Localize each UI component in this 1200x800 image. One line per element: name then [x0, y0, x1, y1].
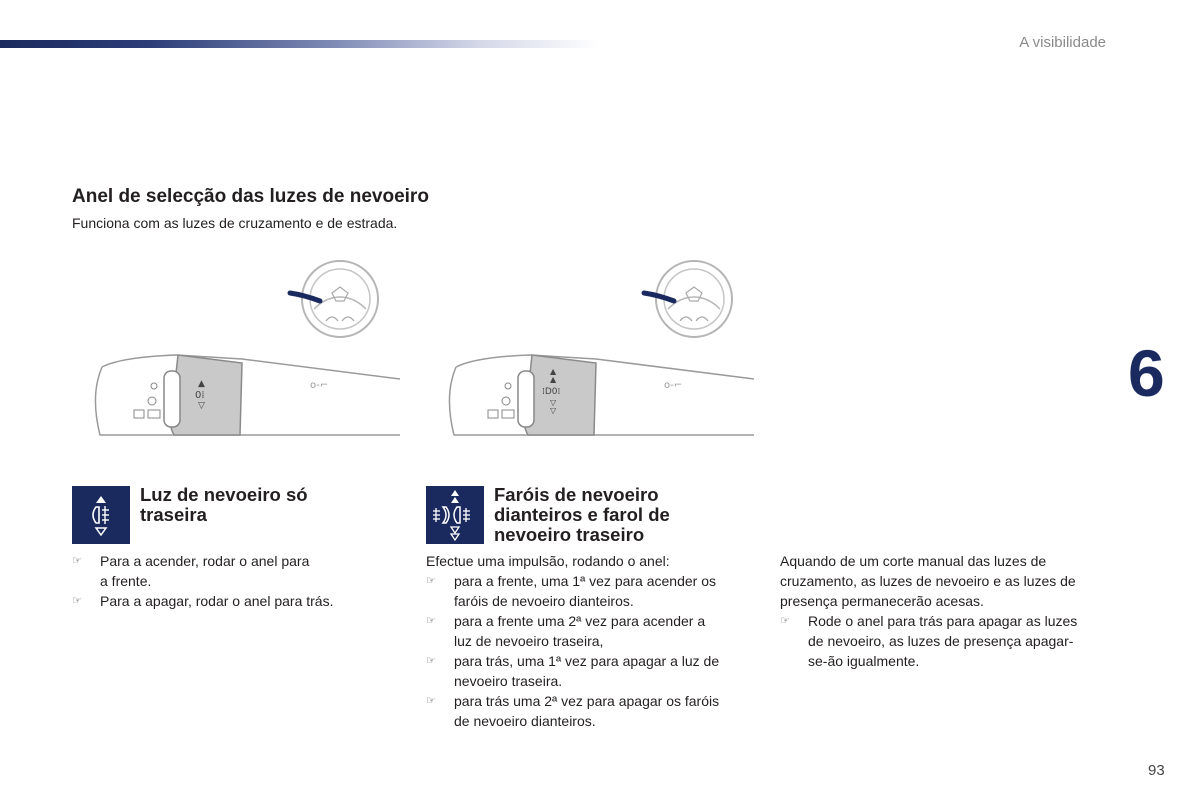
- rear-fog-light-icon: [72, 486, 130, 544]
- list-item: ☞ Rode o anel para trás para apagar as luzes de nevoeiro, as luzes de presença apagar- se-ão igualmente.: [780, 613, 1078, 669]
- lighting-stalk-icon: [95, 355, 400, 435]
- front-rear-fog-instructions: [426, 551, 756, 731]
- list-item: ☞ para trás uma 2ª vez para apagar os faróis de nevoeiro dianteiros.: [426, 693, 720, 729]
- svg-text:⁞D0⁞: ⁞D0⁞: [542, 387, 561, 397]
- header-section-title: A visibilidade: [1019, 34, 1106, 51]
- list-item: ☞ Para a apagar, rodar o anel para trás.: [72, 593, 334, 609]
- svg-text:o-⌐: o-⌐: [310, 380, 329, 391]
- rear-fog-instructions: [72, 551, 392, 611]
- svg-text:o-⌐: o-⌐: [664, 380, 683, 391]
- stalk-front-rear-fog-illustration: [436, 255, 756, 445]
- svg-text:▲: ▲: [550, 375, 557, 384]
- svg-text:0⁞: 0⁞: [195, 390, 205, 401]
- svg-text:▲: ▲: [198, 379, 205, 389]
- section-intro: Funciona com as luzes de cruzamento e de estrada.: [72, 215, 398, 231]
- header-gradient-bar: [0, 40, 600, 48]
- svg-text:▽: ▽: [198, 401, 205, 411]
- front-rear-fog-title: Faróis de nevoeiro dianteiros e farol de nevoeiro traseiro: [494, 484, 670, 545]
- page-number: 93: [1148, 762, 1165, 779]
- svg-text:▲: ▲: [550, 367, 557, 376]
- stalk-rear-fog-illustration: [82, 255, 402, 445]
- svg-text:▽: ▽: [550, 398, 557, 407]
- list-item: ☞ Para a acender, rodar o anel para a frente.: [72, 553, 310, 589]
- list-item: ☞ para a frente uma 2ª vez para acender a luz de nevoeiro traseira,: [426, 613, 706, 649]
- lighting-stalk-icon: [449, 355, 754, 435]
- chapter-number: 6: [1128, 336, 1165, 410]
- svg-text:▽: ▽: [550, 406, 557, 415]
- list-item: ☞ para trás, uma 1ª vez para apagar a luz de nevoeiro traseira.: [426, 653, 720, 689]
- section-title: Anel de selecção das luzes de nevoeiro: [72, 186, 429, 207]
- list-item: ☞ para a frente, uma 1ª vez para acender os faróis de nevoeiro dianteiros.: [426, 573, 717, 609]
- instructions-intro: Efectue uma impulsão, rodando o anel:: [426, 553, 670, 569]
- rear-fog-title: Luz de nevoeiro só traseira: [140, 484, 308, 525]
- front-fog-light-icon: [426, 486, 484, 544]
- manual-cut-note: Aquando de um corte manual das luzes de cruzamento, as luzes de nevoeiro e as luzes de presença permanecerão acesas. ☞ Rode o anel para trás para apagar as luzes de nevoeiro, as luzes de presença apagar- se-ão igualmente.: [780, 551, 1120, 671]
